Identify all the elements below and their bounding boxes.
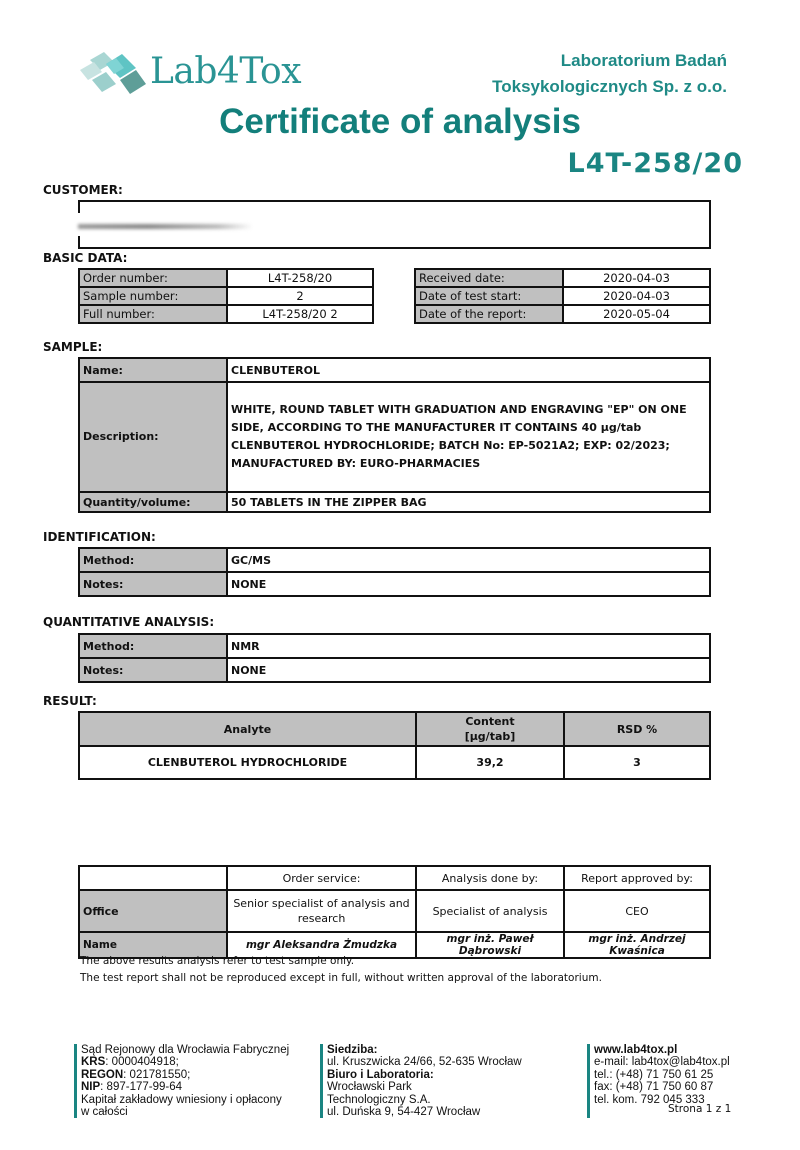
office-approval: CEO — [564, 890, 710, 932]
logo-mark-icon — [76, 50, 148, 98]
identification-table — [78, 547, 711, 597]
table-row — [79, 382, 710, 492]
note-reproduction: The test report shall not be reproduced except in full, without written approval of the laboratorium. — [80, 972, 602, 984]
sample-name-label: Name: — [79, 358, 227, 382]
content-value: 39,2 — [416, 746, 564, 779]
full-number-value: L4T-258/20 2 — [227, 305, 373, 323]
report-date-value: 2020-05-04 — [563, 305, 710, 323]
test-start-date-label: Date of test start: — [415, 287, 563, 305]
quantitative-method-value: NMR — [227, 634, 710, 658]
office-address-line3: ul. Duńska 9, 54-427 Wrocław — [327, 1106, 481, 1119]
signatures-table — [78, 865, 711, 959]
order-number-label: Order number: — [79, 269, 227, 287]
order-service-header: Order service: — [227, 866, 416, 890]
sample-name-value: CLENBUTEROL — [227, 358, 710, 382]
sample-quantity-label: Quantity/volume: — [79, 492, 227, 512]
name-label: Name — [79, 932, 227, 958]
analyte-value: CLENBUTEROL HYDROCHLORIDE — [79, 746, 416, 779]
name-order-service: mgr Aleksandra Żmudzka — [227, 932, 416, 958]
seat-label-text: Siedziba: — [327, 1044, 378, 1056]
report-date-label: Date of the report: — [415, 305, 563, 323]
table-row — [79, 746, 710, 779]
customer-heading: CUSTOMER: — [43, 183, 123, 197]
certificate-number: L4T-258/20 — [567, 148, 743, 179]
name-approval: mgr inż. Andrzej Kwaśnica — [564, 932, 710, 958]
content-header-unit: [µg/tab] — [464, 730, 516, 743]
full-number-label: Full number: — [79, 305, 227, 323]
identification-notes-label: Notes: — [79, 572, 227, 596]
krs-line — [81, 1056, 289, 1068]
table-row — [79, 287, 373, 305]
regon-value: : 021781550; — [123, 1068, 191, 1081]
email-link[interactable]: e-mail: lab4tox@lab4tox.pl — [594, 1056, 730, 1069]
document-title: Certificate of analysis — [219, 102, 581, 141]
nip-value: : 897-177-99-64 — [100, 1081, 183, 1094]
basic-data-right-table — [414, 268, 711, 324]
table-row — [79, 658, 710, 682]
analysis-done-by-header: Analysis done by: — [416, 866, 564, 890]
sample-heading: SAMPLE: — [43, 340, 103, 354]
received-date-value: 2020-04-03 — [563, 269, 710, 287]
table-row — [79, 548, 710, 572]
office-address-line2: Technologiczny S.A. — [327, 1093, 431, 1106]
table-row — [79, 572, 710, 596]
logo-text: Lab4Tox — [150, 51, 302, 92]
page-number: Strona 1 z 1 — [668, 1103, 732, 1115]
quantitative-heading: QUANTITATIVE ANALYSIS: — [43, 615, 215, 629]
office-label-line — [327, 1069, 522, 1081]
name-analysis: mgr inż. Paweł Dąbrowski — [416, 932, 564, 958]
seat-label — [327, 1044, 522, 1056]
result-table — [78, 711, 711, 780]
note-sample-only: The above results analysis refer to test sample only. — [80, 955, 355, 967]
report-approved-by-header: Report approved by: — [564, 866, 710, 890]
sample-number-value: 2 — [227, 287, 373, 305]
table-row — [415, 269, 710, 287]
identification-heading: IDENTIFICATION: — [43, 530, 156, 544]
krs-label: KRS — [81, 1056, 106, 1069]
capital-line2: w całości — [81, 1106, 128, 1119]
table-row — [79, 634, 710, 658]
regon-line — [81, 1069, 289, 1081]
table-row — [79, 358, 710, 382]
regon-label: REGON — [81, 1068, 124, 1081]
mobile-number: tel. kom. 792 045 333 — [594, 1093, 705, 1106]
identification-method-label: Method: — [79, 548, 227, 572]
seat-address: ul. Kruszwicka 24/66, 52-635 Wrocław — [327, 1056, 522, 1069]
table-row — [79, 305, 373, 323]
empty-header-cell — [79, 866, 227, 890]
nip-line — [81, 1081, 289, 1093]
website-link[interactable]: www.lab4tox.pl — [594, 1044, 678, 1056]
redacted-customer — [78, 224, 253, 229]
table-header-row — [79, 712, 710, 746]
office-label: Office — [79, 890, 227, 932]
identification-method-value: GC/MS — [227, 548, 710, 572]
quantitative-table — [78, 633, 711, 683]
lab-name — [492, 48, 727, 100]
sample-quantity-value: 50 TABLETS IN THE ZIPPER BAG — [227, 492, 710, 512]
basic-data-heading: BASIC DATA: — [43, 251, 128, 265]
content-header-label: Content — [465, 715, 515, 728]
table-row — [415, 287, 710, 305]
quantitative-method-label: Method: — [79, 634, 227, 658]
order-number-value: L4T-258/20 — [227, 269, 373, 287]
office-order-service: Senior specialist of analysis and research — [227, 890, 416, 932]
customer-box — [78, 200, 711, 249]
fax-number: fax: (+48) 71 750 60 87 — [594, 1081, 714, 1094]
website-line[interactable] — [594, 1044, 730, 1056]
court-line: Sąd Rejonowy dla Wrocławia Fabrycznej — [81, 1044, 290, 1056]
lab-name-line2: Toksykologicznych Sp. z o.o. — [492, 77, 727, 96]
table-row — [79, 890, 710, 932]
table-row — [79, 492, 710, 512]
basic-data-left-table — [78, 268, 374, 324]
content-column-header — [416, 712, 564, 746]
sample-number-label: Sample number: — [79, 287, 227, 305]
krs-value: : 0000404918; — [105, 1056, 179, 1069]
analyte-column-header: Analyte — [79, 712, 416, 746]
sample-description-value: WHITE, ROUND TABLET WITH GRADUATION AND ENGRAVING "EP" ON ONE SIDE, ACCORDING TO THE MANUFACTURER IT CONTAINS 40 µg/tab CLENBUTEROL HYDROCHLORIDE; BATCH No: EP-5021A2; EXP: 02/2023; MANUFACTURED BY: EURO-PHARMACIES — [227, 382, 710, 492]
rsd-column-header: RSD % — [564, 712, 710, 746]
received-date-label: Received date: — [415, 269, 563, 287]
footer-address — [320, 1044, 522, 1118]
test-start-date-value: 2020-04-03 — [563, 287, 710, 305]
result-heading: RESULT: — [43, 694, 97, 708]
table-header-row — [79, 866, 710, 890]
company-logo — [76, 48, 302, 98]
nip-label: NIP — [81, 1081, 101, 1094]
lab-name-line1: Laboratorium Badań — [560, 51, 727, 70]
table-row — [415, 305, 710, 323]
sample-description-label: Description: — [79, 382, 227, 492]
office-label-text: Biuro i Laboratoria: — [327, 1068, 434, 1081]
table-row — [79, 269, 373, 287]
quantitative-notes-value: NONE — [227, 658, 710, 682]
phone-number: tel.: (+48) 71 750 61 25 — [594, 1068, 714, 1081]
footer-registration — [74, 1044, 289, 1118]
quantitative-notes-label: Notes: — [79, 658, 227, 682]
rsd-value: 3 — [564, 746, 710, 779]
office-analysis: Specialist of analysis — [416, 890, 564, 932]
sample-table — [78, 357, 711, 513]
office-address-line1: Wrocławski Park — [327, 1081, 412, 1094]
capital-line1: Kapitał zakładowy wniesiony i opłacony — [81, 1093, 282, 1106]
identification-notes-value: NONE — [227, 572, 710, 596]
